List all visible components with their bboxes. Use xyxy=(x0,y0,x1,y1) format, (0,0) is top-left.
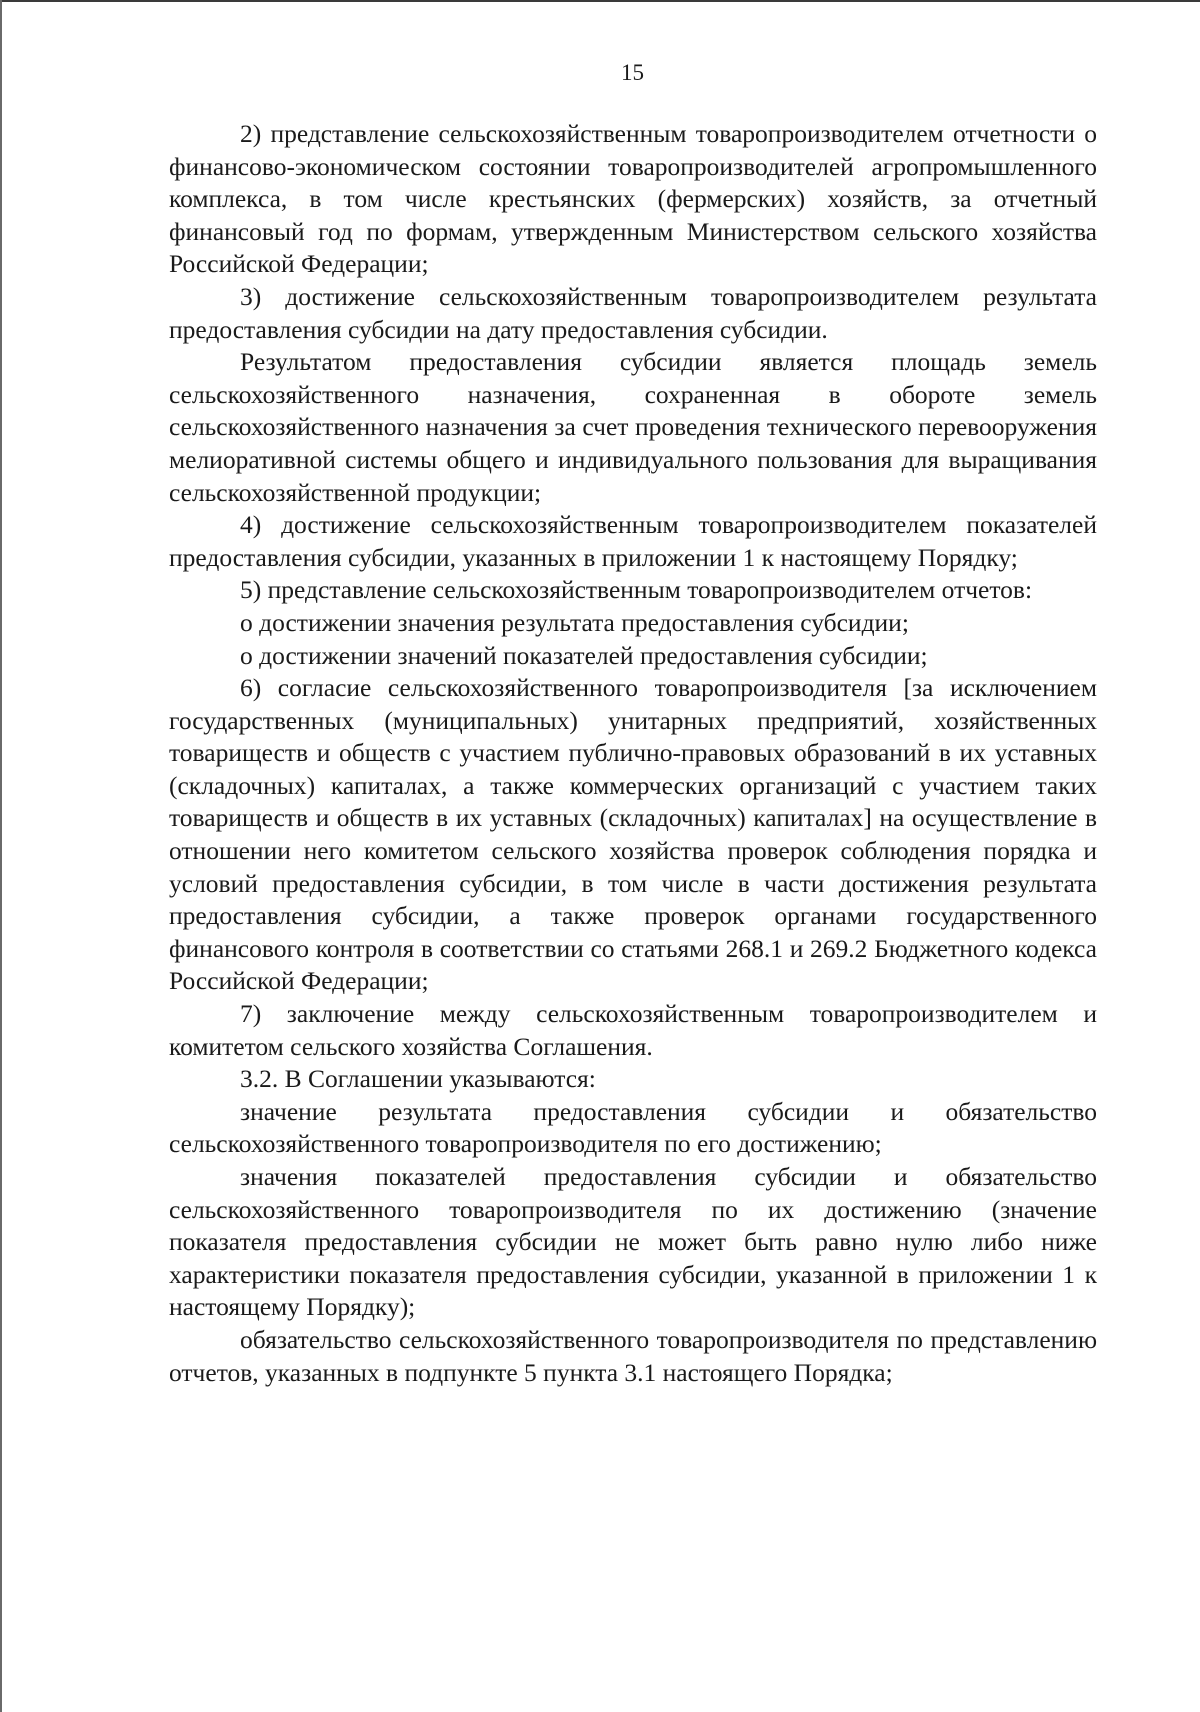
paragraph-item-5: 5) представление сельскохозяйственным товаропроизводителем отчетов: xyxy=(240,575,1033,605)
paragraph-agreement-indicators: значения показателей предоставления субсидии и обязательство сельскохозяйственного товаропроизводителя по их достижению (значение показателя предоставления субсидии не может быть равно нулю либо ниже характеристики показателя предоставления субсидии, указанной в приложении 1 к настоящему Порядку); xyxy=(169,1162,1097,1322)
document-body xyxy=(169,118,1097,1389)
paragraph-report-result: о достижении значения результата предоставления субсидии; xyxy=(240,607,909,637)
scan-border-top xyxy=(0,0,1200,2)
scan-border-left xyxy=(0,0,2,1712)
paragraph-agreement-reports: обязательство сельскохозяйственного товаропроизводителя по представлению отчетов, указанных в подпункте 5 пункта 3.1 настоящего Порядка; xyxy=(169,1324,1097,1387)
paragraph-result-definition: Результатом предоставления субсидии является площадь земель сельскохозяйственного назначения, сохраненная в обороте земель сельскохозяйственного назначения за счет проведения технического перевооружения мелиоративной системы общего и индивидуального пользования для выращивания сельскохозяйственной продукции; xyxy=(169,347,1097,507)
paragraph-section-3-2: 3.2. В Соглашении указываются: xyxy=(240,1064,596,1094)
paragraph-agreement-result: значение результата предоставления субсидии и обязательство сельскохозяйственного товаропроизводителя по его достижению; xyxy=(169,1096,1097,1159)
paragraph-item-7: 7) заключение между сельскохозяйственным товаропроизводителем и комитетом сельского хозяйства Соглашения. xyxy=(169,999,1097,1061)
page-number: 15 xyxy=(621,60,644,85)
paragraph-item-4: 4) достижение сельскохозяйственным товаропроизводителем показателей предоставления субсидии, указанных в приложении 1 к настоящему Порядку; xyxy=(169,510,1097,572)
paragraph-report-indicators: о достижении значений показателей предоставления субсидии; xyxy=(240,640,928,670)
paragraph-item-6: 6) согласие сельскохозяйственного товаропроизводителя [за исключением государственных (муниципальных) унитарных предприятий, хозяйственных товариществ и обществ с участием публично-правовых образований в их уставных (складочных) капиталах, а также коммерческих организаций с участием таких товариществ и обществ в их уставных (складочных) капиталах] на осуществление в отношении него комитетом сельского хозяйства проверок соблюдения порядка и условий предоставления субсидии, в том числе в части достижения результата предоставления субсидии, а также проверок органами государственного финансового контроля в соответствии со статьями 268.1 и 269.2 Бюджетного кодекса Российской Федерации; xyxy=(169,673,1097,996)
paragraph-item-2: 2) представление сельскохозяйственным товаропроизводителем отчетности о финансово-экономическом состоянии товаропроизводителей агропромышленного комплекса, в том числе крестьянских (фермерских) хозяйств, за отчетный финансовый год по формам, утвержденным Министерством сельского хозяйства Российской Федерации; xyxy=(169,119,1097,279)
paragraph-item-3: 3) достижение сельскохозяйственным товаропроизводителем результата предоставления субсидии на дату предоставления субсидии. xyxy=(169,281,1097,344)
